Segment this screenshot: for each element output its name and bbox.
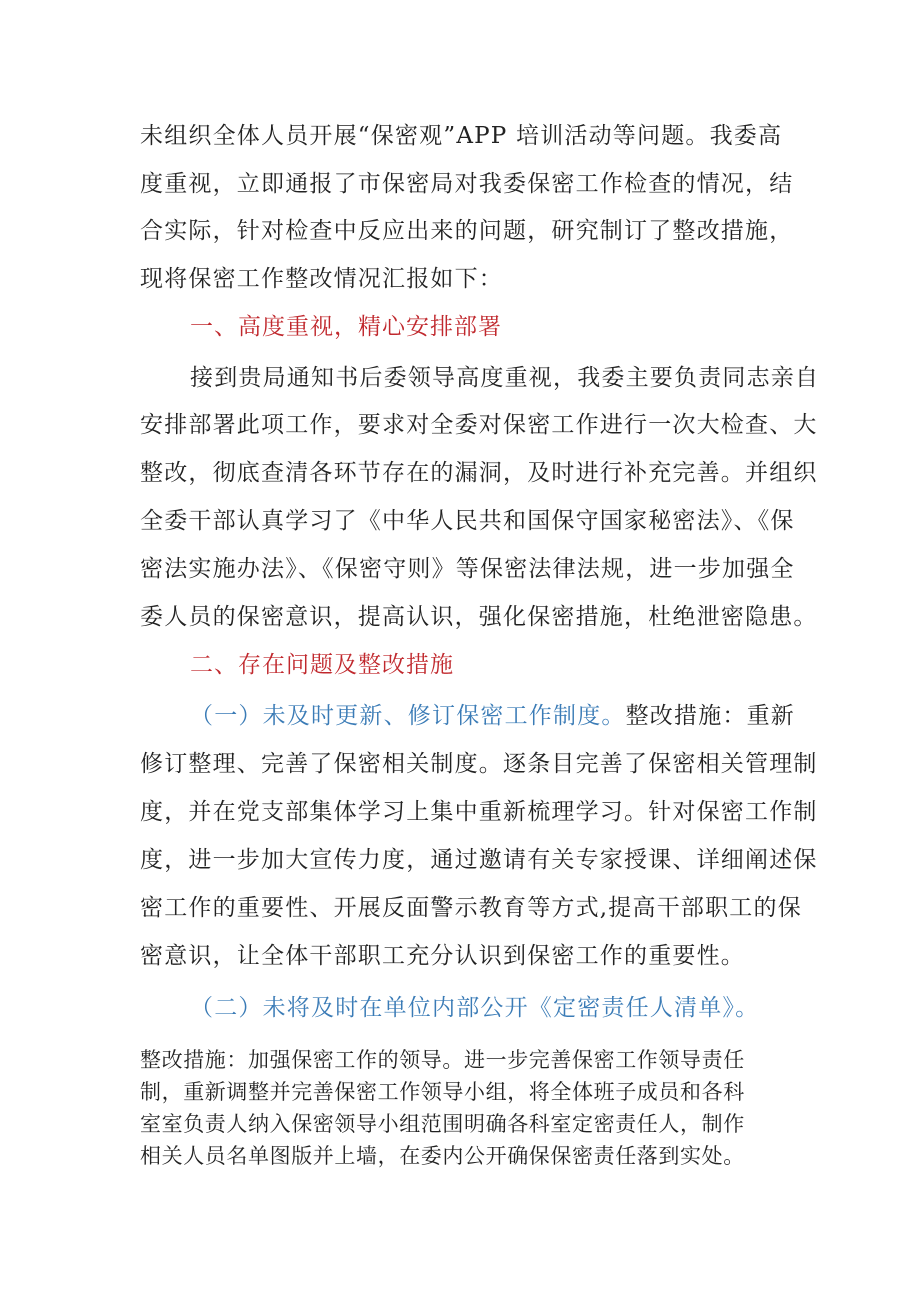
intro-line-1: 未组织全体人员开展“保密观”APP 培训活动等问题。我委高: [140, 123, 783, 149]
item1-line-5: 密意识，让全体干部职工充分认识到保密工作的重要性。: [140, 943, 745, 969]
section2-heading: 二、存在问题及整改措施: [190, 652, 454, 678]
section1-heading: 一、高度重视，精心安排部署: [190, 314, 502, 340]
item1-title-line: [190, 701, 795, 731]
section1-line-3: 整改，彻底查清各环节存在的漏洞，及时进行补充完善。并组织: [140, 460, 818, 486]
item2-title: （二）未将及时在单位内部公开《定密责任人清单》。: [190, 995, 760, 1021]
item2-line-1: 整改措施：加强保密工作的领导。进一步完善保密工作领导责任: [140, 1048, 745, 1072]
item1-title-tail: 整改措施：重新: [625, 703, 796, 729]
section1-line-6: 委人员的保密意识，提高认识，强化保密措施，杜绝泄密隐患。: [140, 604, 818, 630]
item2-line-4: 相关人员名单图版并上墙，在委内公开确保保密责任落到实处。: [140, 1144, 745, 1168]
item1-line-4: 密工作的重要性、开展反面警示教育等方式,提高干部职工的保: [140, 895, 802, 921]
section1-line-4: 全委干部认真学习了《中华人民共和国保守国家秘密法》、《保: [140, 508, 795, 534]
section1-line-5: 密法实施办法》、《保密守则》等保密法律法规，进一步加强全: [140, 556, 795, 582]
item2-line-3: 室室负责人纳入保密领导小组范围明确各科室定密责任人，制作: [140, 1112, 745, 1136]
intro-line-2: 度重视，立即通报了市保密局对我委保密工作检查的情况，结: [140, 171, 794, 197]
section1-line-1: 接到贵局通知书后委领导高度重视，我委主要负责同志亲自: [190, 365, 820, 391]
section1-line-2: 安排部署此项工作，要求对全委对保密工作进行一次大检查、大: [140, 412, 818, 438]
intro-line-3: 合实际，针对检查中反应出来的问题，研究制订了整改措施，: [140, 218, 794, 244]
item1-line-2: 度，并在党支部集体学习上集中重新梳理学习。针对保密工作制: [140, 799, 818, 825]
item1-line-1: 修订整理、完善了保密相关制度。逐条目完善了保密相关管理制: [140, 751, 818, 777]
item1-title: （一）未及时更新、修订保密工作制度。: [190, 703, 626, 729]
intro-line-4: 现将保密工作整改情况汇报如下：: [140, 266, 503, 292]
item1-line-3: 度，进一步加大宣传力度，通过邀请有关专家授课、详细阐述保: [140, 847, 818, 873]
item2-line-2: 制，重新调整并完善保密工作领导小组，将全体班子成员和各科: [140, 1080, 745, 1104]
